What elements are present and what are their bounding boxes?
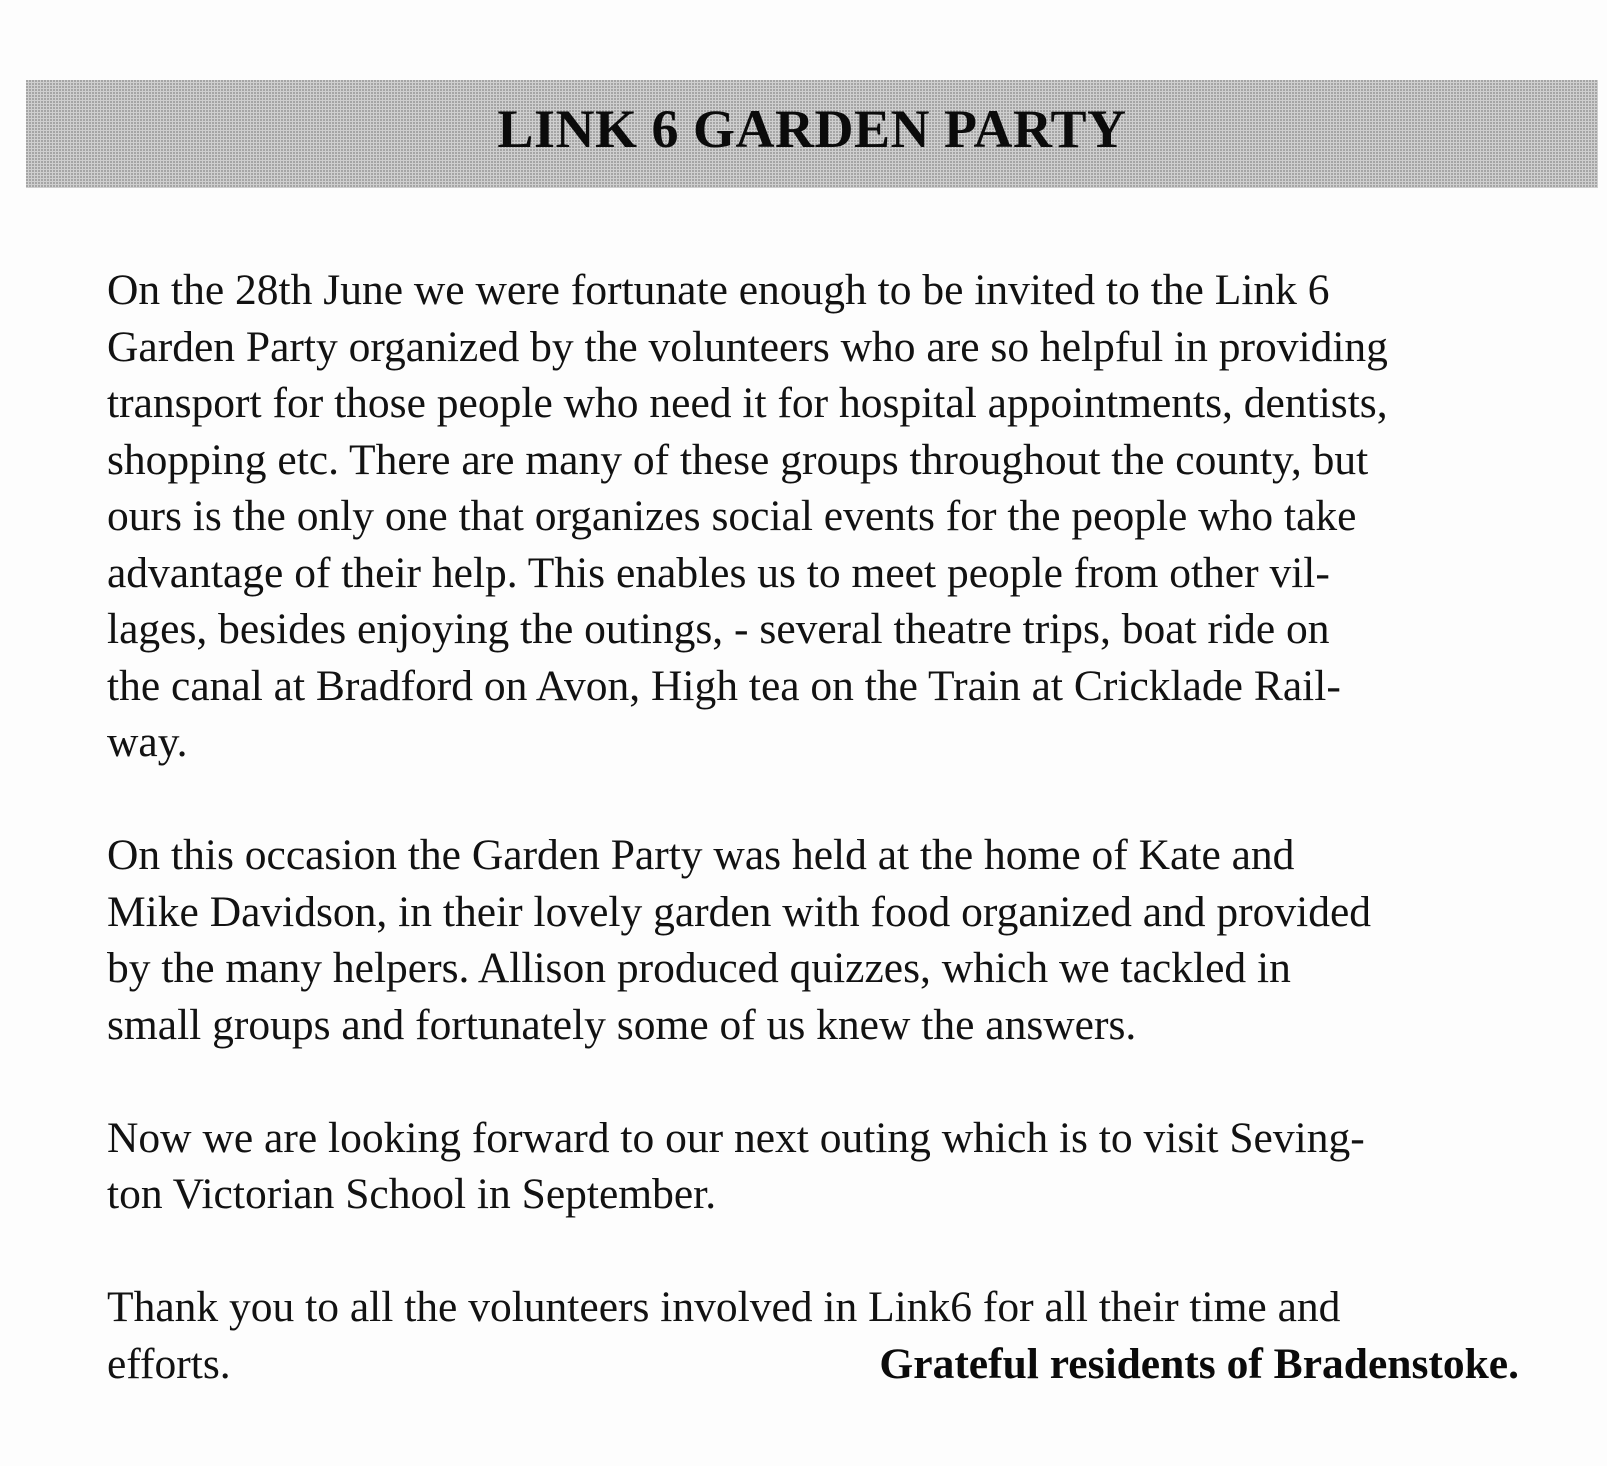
page-title: LINK 6 GARDEN PARTY [497,99,1127,159]
text-line: shopping etc. There are many of these groups throughout the county, but [107,435,1369,484]
text-line: small groups and fortunately some of us knew the answers. [107,1000,1137,1049]
text-line: Mike Davidson, in their lovely garden with food organized and provided [107,887,1372,936]
text-line: Thank you to all the volunteers involved in Link6 for all their time and [107,1283,1341,1331]
paragraph-thanks [107,1279,1577,1392]
text-line: by the many helpers. Allison produced quizzes, which we tackled in [107,944,1291,992]
signoff: Grateful residents of Bradenstoke. [879,1339,1519,1388]
text-line: Garden Party organized by the volunteers who are so helpful in providing [107,322,1388,371]
text-line: the canal at Bradford on Avon, High tea on the Train at Cricklade Rail- [107,661,1341,710]
paragraph-occasion [107,827,1577,1053]
article-body [107,262,1577,1449]
text-line: transport for those people who need it for hospital appointments, dentists, [107,379,1388,427]
closing-line [107,1336,1519,1393]
text-line: advantage of their help. This enables us to meet people from other vil- [107,548,1330,597]
text-line: ours is the only one that organizes social events for the people who take [107,492,1357,540]
text-line: Now we are looking forward to our next outing which is to visit Seving- [107,1113,1365,1162]
paragraph-next-outing [107,1110,1577,1223]
title-banner [26,80,1598,188]
text-line: way. [107,718,188,766]
text-line: ton Victorian School in September. [107,1170,717,1218]
text-line: On the 28th June we were fortunate enough to be invited to the Link 6 [107,266,1330,314]
closing-text: efforts. [107,1339,231,1388]
text-line: On this occasion the Garden Party was held at the home of Kate and [107,831,1295,879]
paragraph-invitation [107,262,1577,771]
text-line: lages, besides enjoying the outings, - several theatre trips, boat ride on [107,605,1330,653]
